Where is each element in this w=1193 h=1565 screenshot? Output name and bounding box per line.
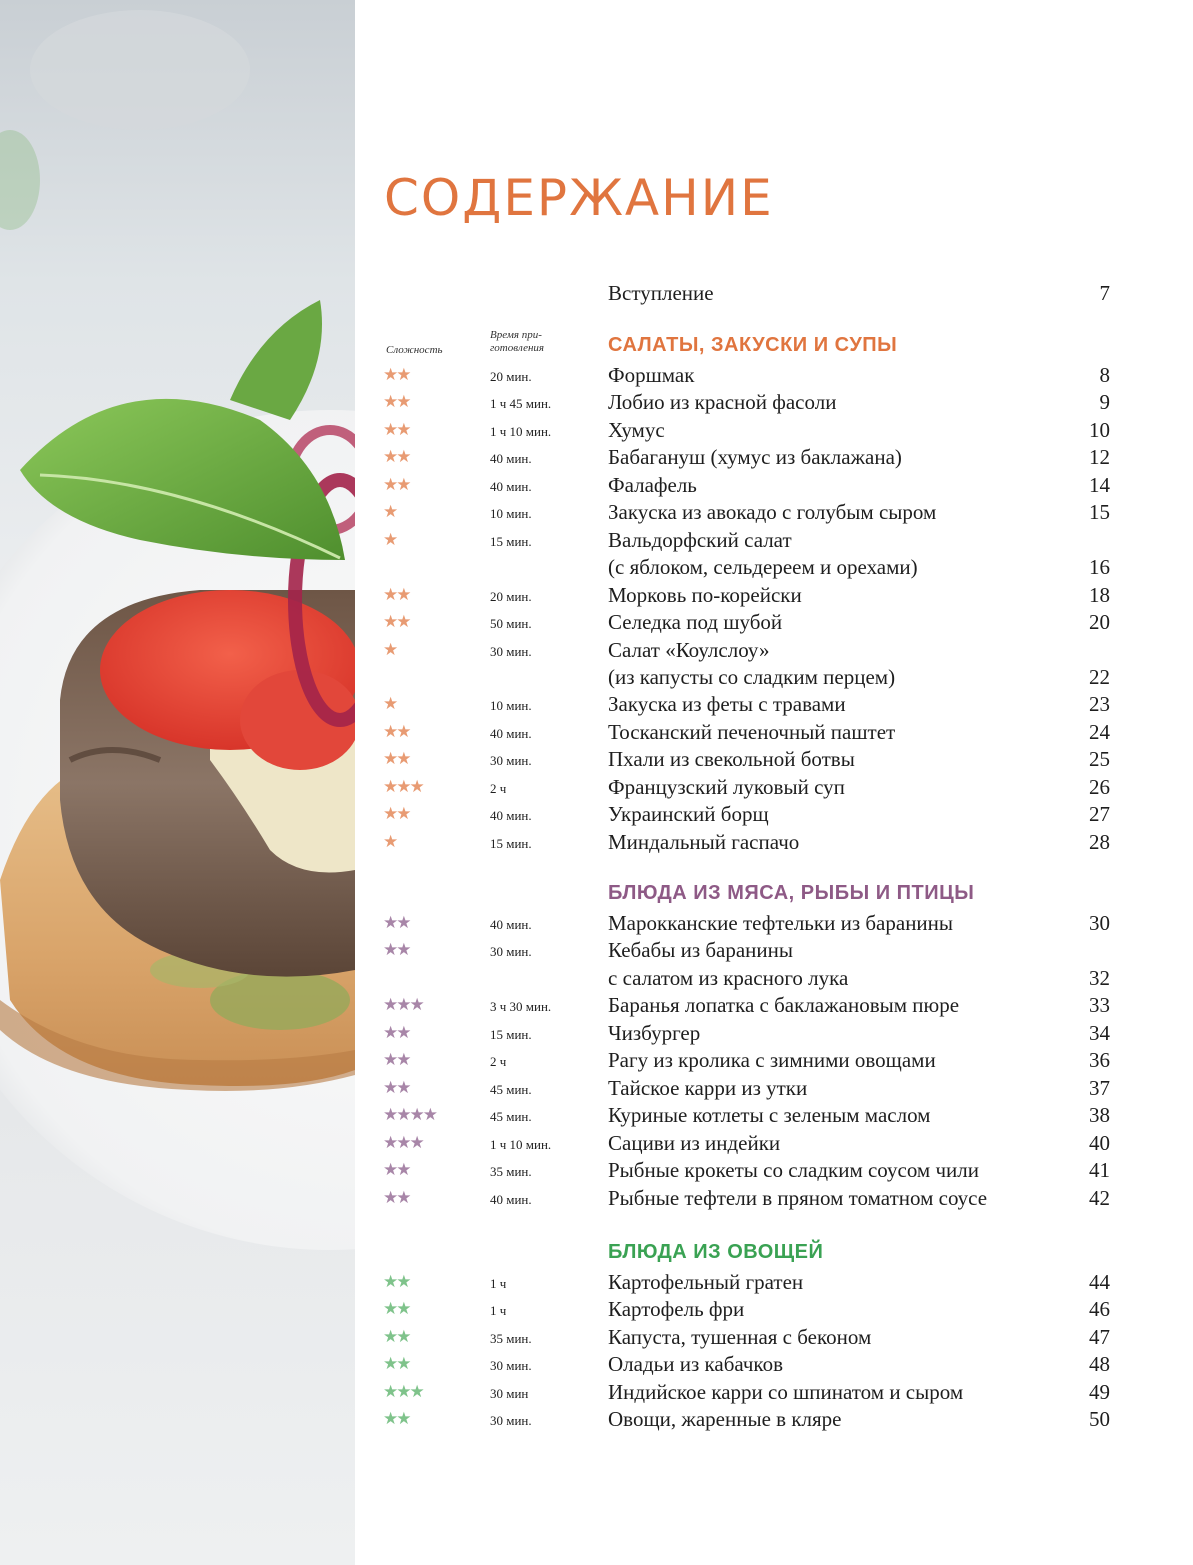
cooking-time: 40 мин. [490, 808, 532, 823]
difficulty-stars: ★★ [383, 420, 410, 440]
difficulty-stars: ★★★★ [383, 1105, 436, 1125]
difficulty-stars: ★★ [383, 1050, 410, 1070]
toc-entry[interactable] [0, 1047, 1193, 1074]
page-number: 9 [1099, 390, 1110, 414]
difficulty-stars: ★★ [383, 1354, 410, 1374]
page-number: 18 [1089, 583, 1110, 607]
cooking-time: 1 ч 10 мин. [490, 424, 552, 439]
toc-entry[interactable] [0, 389, 1193, 416]
page-number: 28 [1089, 830, 1110, 854]
toc-entry[interactable] [0, 1351, 1193, 1378]
recipe-title[interactable]: Капуста, тушенная с беконом [608, 1325, 872, 1349]
difficulty-stars: ★★ [383, 1299, 410, 1319]
page-number: 16 [1089, 555, 1110, 579]
difficulty-stars: ★★★ [383, 995, 423, 1015]
toc-entry[interactable] [0, 444, 1193, 471]
difficulty-stars: ★★ [383, 392, 410, 412]
toc-entry[interactable] [0, 801, 1193, 828]
cooking-time: 30 мин. [490, 944, 532, 959]
cooking-time: 15 мин. [490, 1027, 532, 1042]
difficulty-stars: ★★ [383, 1160, 410, 1180]
page-title: СОДЕРЖАНИЕ [384, 169, 774, 227]
toc-entry[interactable] [0, 637, 1193, 664]
recipe-title[interactable]: Украинский борщ [608, 802, 769, 826]
page-number: 32 [1089, 966, 1110, 990]
cooking-time: 1 ч [490, 1276, 507, 1291]
toc-entry[interactable] [0, 1324, 1193, 1351]
cooking-time: 10 мин. [490, 506, 532, 521]
cooking-time: 20 мин. [490, 369, 532, 384]
intro-entry-title[interactable]: Вступление [608, 281, 714, 305]
page-number: 42 [1089, 1186, 1110, 1210]
recipe-title[interactable]: Рыбные тефтели в пряном томатном соусе [608, 1186, 988, 1210]
cooking-time: 1 ч [490, 1303, 507, 1318]
toc-entry[interactable] [0, 1379, 1193, 1406]
difficulty-stars: ★★ [383, 365, 410, 385]
cooking-time: 40 мин. [490, 479, 532, 494]
recipe-title[interactable]: Рыбные крокеты со сладким соусом чили [608, 1158, 979, 1182]
page-number: 44 [1089, 1270, 1110, 1294]
page-number: 24 [1089, 720, 1110, 744]
page-number: 47 [1089, 1325, 1110, 1349]
recipe-title[interactable]: Сациви из индейки [608, 1131, 781, 1155]
toc-entry[interactable] [0, 554, 1193, 581]
page-number: 41 [1089, 1158, 1110, 1182]
page-number: 49 [1089, 1380, 1110, 1404]
difficulty-stars: ★★ [383, 612, 410, 632]
page-number: 48 [1089, 1352, 1110, 1376]
cooking-time: 35 мин. [490, 1164, 532, 1179]
difficulty-stars: ★★ [383, 804, 410, 824]
page-number: 38 [1089, 1103, 1110, 1127]
recipe-title[interactable]: Закуска из феты с травами [608, 692, 846, 716]
cooking-time: 1 ч 10 мин. [490, 1137, 552, 1152]
difficulty-stars: ★★ [383, 749, 410, 769]
recipe-title[interactable]: Овощи, жаренные в кляре [608, 1407, 842, 1431]
page-number: 36 [1089, 1048, 1110, 1072]
page-number: 30 [1089, 911, 1110, 935]
difficulty-stars: ★★★ [383, 777, 423, 797]
recipe-title[interactable]: Закуска из авокадо с голубым сыром [608, 500, 937, 524]
toc-entry[interactable] [0, 1020, 1193, 1047]
cooking-time: 45 мин. [490, 1082, 532, 1097]
difficulty-stars: ★★ [383, 1272, 410, 1292]
section-title: БЛЮДА ИЗ МЯСА, РЫБЫ И ПТИЦЫ [608, 882, 975, 904]
page-number: 40 [1089, 1131, 1110, 1155]
cooking-time: 30 мин. [490, 753, 532, 768]
page-number: 20 [1089, 610, 1110, 634]
toc-entry[interactable] [0, 1102, 1193, 1129]
recipe-title[interactable]: Лобио из красной фасоли [608, 390, 837, 414]
difficulty-stars: ★ [383, 502, 397, 522]
difficulty-stars: ★★ [383, 585, 410, 605]
toc-entry[interactable] [0, 472, 1193, 499]
recipe-title[interactable]: Куриные котлеты с зеленым маслом [608, 1103, 931, 1127]
toc-entry[interactable] [0, 719, 1193, 746]
page-number: 50 [1089, 1407, 1110, 1431]
cooking-time: 40 мин. [490, 917, 532, 932]
intro-entry-page: 7 [1099, 281, 1110, 305]
toc-entry[interactable] [0, 664, 1193, 691]
recipe-title[interactable]: с салатом из красного лука [608, 966, 849, 990]
page-number: 34 [1089, 1021, 1110, 1045]
toc-entry[interactable] [0, 691, 1193, 718]
recipe-title[interactable]: Индийское карри со шпинатом и сыром [608, 1380, 964, 1404]
cooking-time: 40 мин. [490, 726, 532, 741]
page-number: 37 [1089, 1076, 1110, 1100]
cooking-time: 2 ч [490, 781, 507, 796]
cooking-time: 2 ч [490, 1054, 507, 1069]
recipe-title[interactable]: Вальдорфский салат [608, 528, 792, 552]
toc-entry[interactable] [0, 774, 1193, 801]
recipe-title[interactable]: (с яблоком, сельдереем и орехами) [608, 555, 918, 579]
difficulty-stars: ★★ [383, 1409, 410, 1429]
page-number: 15 [1089, 500, 1110, 524]
recipe-title[interactable]: Селедка под шубой [608, 610, 783, 634]
page-number: 25 [1089, 747, 1110, 771]
recipe-title[interactable]: Оладьи из кабачков [608, 1352, 783, 1376]
cooking-time: 30 мин. [490, 1358, 532, 1373]
difficulty-stars: ★★ [383, 722, 410, 742]
difficulty-stars: ★★★ [383, 1133, 423, 1153]
cooking-time: 50 мин. [490, 616, 532, 631]
difficulty-column-header: Сложность [386, 344, 443, 356]
cooking-time: 10 мин. [490, 698, 532, 713]
recipe-title[interactable]: Пхали из свекольной ботвы [608, 747, 855, 771]
section-title: САЛАТЫ, ЗАКУСКИ И СУПЫ [608, 334, 898, 356]
toc-entry[interactable] [0, 1157, 1193, 1184]
toc-entry[interactable] [0, 1130, 1193, 1157]
recipe-title[interactable]: Баранья лопатка с баклажановым пюре [608, 993, 960, 1017]
cooking-time: 20 мин. [490, 589, 532, 604]
recipe-title[interactable]: Тосканский печеночный паштет [608, 720, 896, 744]
toc-entry[interactable] [0, 965, 1193, 992]
toc-entry[interactable] [0, 937, 1193, 964]
toc-entry[interactable] [0, 1296, 1193, 1323]
difficulty-stars: ★ [383, 832, 397, 852]
recipe-title[interactable]: Бабагануш (хумус из баклажана) [608, 445, 902, 469]
toc-entry[interactable] [0, 829, 1193, 856]
toc-entry[interactable] [0, 1185, 1193, 1212]
page-number: 46 [1089, 1297, 1110, 1321]
page-number: 33 [1089, 993, 1110, 1017]
toc-entry[interactable] [0, 417, 1193, 444]
page-number: 23 [1089, 692, 1110, 716]
recipe-title[interactable]: Рагу из кролика с зимними овощами [608, 1048, 936, 1072]
page-number: 8 [1099, 363, 1110, 387]
recipe-title[interactable]: Чизбургер [608, 1021, 701, 1045]
difficulty-stars: ★★ [383, 913, 410, 933]
cooking-time: 40 мин. [490, 451, 532, 466]
recipe-title[interactable]: (из капусты со сладким перцем) [608, 665, 896, 689]
page-number: 14 [1089, 473, 1110, 497]
recipe-title[interactable]: Хумус [608, 418, 665, 442]
cooking-time: 3 ч 30 мин. [490, 999, 552, 1014]
difficulty-stars: ★★ [383, 1327, 410, 1347]
toc-entry[interactable] [0, 609, 1193, 636]
section-title: БЛЮДА ИЗ ОВОЩЕЙ [608, 1241, 824, 1263]
difficulty-stars: ★ [383, 640, 397, 660]
cooking-time: 15 мин. [490, 534, 532, 549]
toc-entry[interactable] [0, 527, 1193, 554]
page-number: 26 [1089, 775, 1110, 799]
difficulty-stars: ★★ [383, 1078, 410, 1098]
cooking-time: 30 мин [490, 1386, 529, 1401]
cooking-time: 35 мин. [490, 1331, 532, 1346]
cooking-time: 30 мин. [490, 1413, 532, 1428]
page-number: 22 [1089, 665, 1110, 689]
recipe-title[interactable]: Кебабы из баранины [608, 938, 794, 962]
page-number: 10 [1089, 418, 1110, 442]
recipe-title[interactable]: Марокканские тефтельки из баранины [608, 911, 954, 935]
difficulty-stars: ★ [383, 694, 397, 714]
toc-entry[interactable] [0, 746, 1193, 773]
cooking-time: 40 мин. [490, 1192, 532, 1207]
recipe-title[interactable]: Французский луковый суп [608, 775, 845, 799]
recipe-title[interactable]: Форшмак [608, 363, 695, 387]
recipe-title[interactable]: Фалафель [608, 473, 697, 497]
page-number: 27 [1089, 802, 1110, 826]
recipe-title[interactable]: Картофель фри [608, 1297, 745, 1321]
cooking-time: 15 мин. [490, 836, 532, 851]
difficulty-stars: ★★ [383, 475, 410, 495]
cooking-time: 1 ч 45 мин. [490, 396, 552, 411]
difficulty-stars: ★★ [383, 1023, 410, 1043]
difficulty-stars: ★★ [383, 940, 410, 960]
recipe-title[interactable]: Салат «Коулслоу» [608, 638, 770, 662]
toc-entry[interactable] [0, 362, 1193, 389]
recipe-title[interactable]: Морковь по-корейски [608, 583, 802, 607]
page-number: 12 [1089, 445, 1110, 469]
recipe-title[interactable]: Тайское карри из утки [608, 1076, 808, 1100]
toc-entry[interactable] [0, 992, 1193, 1019]
recipe-title[interactable]: Картофельный гратен [608, 1270, 804, 1294]
toc-entry[interactable] [0, 1075, 1193, 1102]
toc-entry[interactable] [0, 1269, 1193, 1296]
difficulty-stars: ★★ [383, 447, 410, 467]
time-column-header: Время при- готовления [490, 329, 545, 354]
toc-entry[interactable] [0, 1406, 1193, 1433]
difficulty-stars: ★★★ [383, 1382, 423, 1402]
toc-entry[interactable] [0, 910, 1193, 937]
toc-entry[interactable] [0, 582, 1193, 609]
recipe-title[interactable]: Миндальный гаспачо [608, 830, 800, 854]
cooking-time: 45 мин. [490, 1109, 532, 1124]
toc-entry[interactable] [0, 499, 1193, 526]
difficulty-stars: ★ [383, 530, 397, 550]
difficulty-stars: ★★ [383, 1188, 410, 1208]
cooking-time: 30 мин. [490, 644, 532, 659]
